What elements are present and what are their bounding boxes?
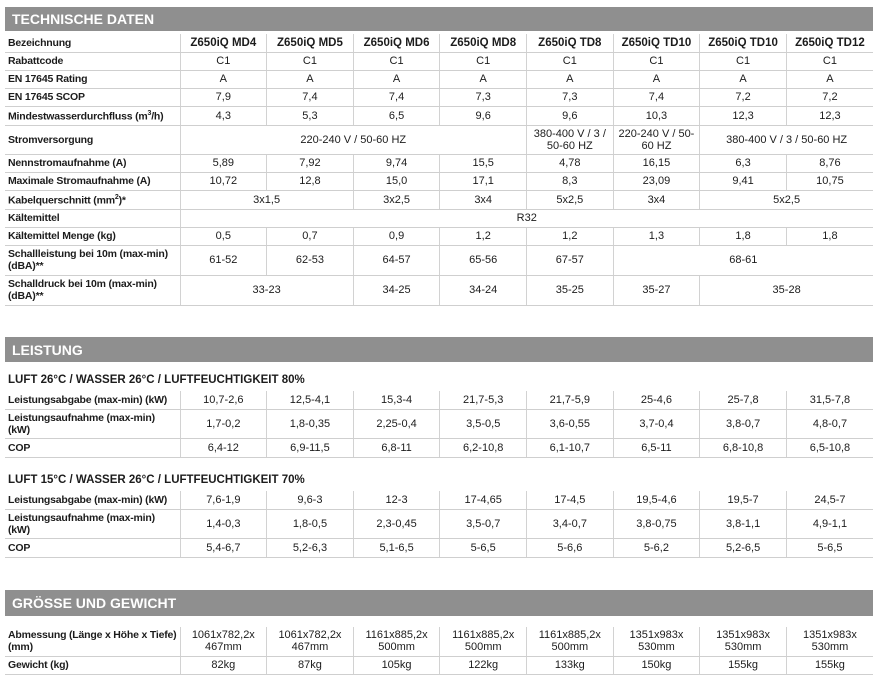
cell: 10,3 — [613, 106, 700, 125]
cell: 1061x782,2x 467mm — [267, 627, 354, 656]
cell: 5x2,5 — [700, 190, 873, 209]
cell: 380-400 V / 3 / 50-60 HZ — [700, 125, 873, 154]
table-row — [5, 509, 873, 538]
cell: 150kg — [613, 656, 700, 674]
cell: 10,72 — [180, 172, 267, 190]
cell: 7,6-1,9 — [180, 491, 267, 509]
row-label: Leistungsabgabe (max-min) (kW) — [5, 491, 180, 509]
table-row — [5, 190, 873, 209]
cell: A — [786, 70, 873, 88]
cell: 1161x885,2x 500mm — [440, 627, 527, 656]
cell: A — [180, 70, 267, 88]
row-label: Schallleistung bei 10m (max-min) (dBA)** — [5, 245, 180, 275]
row-label: Stromversorgung — [5, 125, 180, 154]
cell: 6,1-10,7 — [527, 438, 614, 457]
cell: 1161x885,2x 500mm — [353, 627, 440, 656]
table-row — [5, 627, 873, 656]
cell: 1351x983x 530mm — [786, 627, 873, 656]
cell: 5-6,6 — [527, 538, 614, 557]
row-label: Kabelquerschnitt $(mm^2)*$ — [5, 190, 180, 209]
cell: 6,5-10,8 — [786, 438, 873, 457]
cell: 19,5-7 — [700, 491, 787, 509]
cell: 19,5-4,6 — [613, 491, 700, 509]
table-row — [5, 391, 873, 409]
cell: 380-400 V / 3 / 50-60 HZ — [527, 125, 614, 154]
cell: 7,2 — [700, 88, 787, 106]
cell: 5,2-6,3 — [267, 538, 354, 557]
cell: A — [267, 70, 354, 88]
row-label: Schalldruck bei 10m (max-min) (dBA)** — [5, 275, 180, 305]
section-header-technical: TECHNISCHE DATEN — [5, 7, 873, 31]
cell: 3,7-0,4 — [613, 409, 700, 438]
cell: C1 — [527, 52, 614, 70]
table-row — [5, 125, 873, 154]
cell: 17-4,65 — [440, 491, 527, 509]
cell: 6,3 — [700, 154, 787, 172]
cell: 7,4 — [267, 88, 354, 106]
table-row — [5, 409, 873, 438]
cell: 0,7 — [267, 227, 354, 245]
row-label: Kältemittel Menge (kg) — [5, 227, 180, 245]
table-row — [5, 70, 873, 88]
cell: 5,4-6,7 — [180, 538, 267, 557]
cell: 61-52 — [180, 245, 267, 275]
cell: 68-61 — [613, 245, 873, 275]
technical-data-table — [5, 34, 873, 306]
cell: 1,2 — [440, 227, 527, 245]
cell: 15,3-4 — [353, 391, 440, 409]
cell: 3,8-0,75 — [613, 509, 700, 538]
cell: 0,9 — [353, 227, 440, 245]
table-row — [5, 245, 873, 275]
cell: 25-4,6 — [613, 391, 700, 409]
table-header-row — [5, 34, 873, 52]
row-label: COP — [5, 438, 180, 457]
cell: 0,5 — [180, 227, 267, 245]
header-label: Bezeichnung — [5, 34, 180, 52]
cell: 7,2 — [786, 88, 873, 106]
cell: 3x4 — [613, 190, 700, 209]
model-name: Z650iQ MD8 — [440, 34, 527, 52]
condition-title: LUFT 26°C / WASSER 26°C / LUFTFEUCHTIGKEIT 80% — [8, 374, 305, 386]
cell: 6,8-10,8 — [700, 438, 787, 457]
cell: 5,1-6,5 — [353, 538, 440, 557]
cell: 3,8-0,7 — [700, 409, 787, 438]
cell: 12,8 — [267, 172, 354, 190]
cell: 5x2,5 — [527, 190, 614, 209]
cell: 155kg — [786, 656, 873, 674]
cell: 15,5 — [440, 154, 527, 172]
size-weight-table — [5, 627, 873, 675]
section-header-size: GRÖSSE UND GEWICHT — [5, 590, 873, 616]
cell: 23,09 — [613, 172, 700, 190]
table-row — [5, 52, 873, 70]
cell: A — [527, 70, 614, 88]
cell: 1,4-0,3 — [180, 509, 267, 538]
cell: A — [353, 70, 440, 88]
table-row — [5, 88, 873, 106]
cell: 155kg — [700, 656, 787, 674]
cell: 21,7-5,9 — [527, 391, 614, 409]
model-name: Z650iQ TD10 — [700, 34, 787, 52]
cell: 3,4-0,7 — [527, 509, 614, 538]
row-label: COP — [5, 538, 180, 557]
row-label: EN 17645 Rating — [5, 70, 180, 88]
cell: 82kg — [180, 656, 267, 674]
row-label: Nennstromaufnahme (A) — [5, 154, 180, 172]
condition-title-row — [5, 469, 873, 491]
cell: C1 — [267, 52, 354, 70]
cell: 6,8-11 — [353, 438, 440, 457]
cell: 3,5-0,7 — [440, 509, 527, 538]
table-row — [5, 209, 873, 227]
cell: 4,78 — [527, 154, 614, 172]
cell: 5,89 — [180, 154, 267, 172]
row-label: Gewicht (kg) — [5, 656, 180, 674]
cell: 6,4-12 — [180, 438, 267, 457]
row-label: Maximale Stromaufnahme (A) — [5, 172, 180, 190]
cell: 1,8-0,5 — [267, 509, 354, 538]
model-name: Z650iQ MD6 — [353, 34, 440, 52]
cell: 1,8 — [786, 227, 873, 245]
cell: 8,3 — [527, 172, 614, 190]
condition-title: LUFT 15°C / WASSER 26°C / LUFTFEUCHTIGKEIT 70% — [8, 474, 305, 486]
cell: 21,7-5,3 — [440, 391, 527, 409]
cell: 87kg — [267, 656, 354, 674]
cell: 1161x885,2x 500mm — [527, 627, 614, 656]
cell: 4,9-1,1 — [786, 509, 873, 538]
cell: 4,3 — [180, 106, 267, 125]
cell: A — [440, 70, 527, 88]
table-row — [5, 438, 873, 457]
cell: 3x4 — [440, 190, 527, 209]
cell: 7,9 — [180, 88, 267, 106]
cell: R32 — [180, 209, 873, 227]
cell: 5-6,5 — [440, 538, 527, 557]
cell: C1 — [786, 52, 873, 70]
cell: 35-28 — [700, 275, 873, 305]
cell: 9,6-3 — [267, 491, 354, 509]
model-name: Z650iQ TD10 — [613, 34, 700, 52]
cell: 1,7-0,2 — [180, 409, 267, 438]
cell: 220-240 V / 50-60 HZ — [180, 125, 527, 154]
table-row — [5, 227, 873, 245]
cell: 220-240 V / 50-60 HZ — [613, 125, 700, 154]
cell: C1 — [353, 52, 440, 70]
cell: 34-24 — [440, 275, 527, 305]
cell: 3,6-0,55 — [527, 409, 614, 438]
cell: C1 — [440, 52, 527, 70]
section-header-performance: LEISTUNG — [5, 337, 873, 362]
cell: 65-56 — [440, 245, 527, 275]
cell: 1,2 — [527, 227, 614, 245]
model-name: Z650iQ MD4 — [180, 34, 267, 52]
cell: 7,3 — [527, 88, 614, 106]
table-row — [5, 275, 873, 305]
model-name: Z650iQ MD5 — [267, 34, 354, 52]
table-row — [5, 538, 873, 557]
cell: 1351x983x 530mm — [613, 627, 700, 656]
cell: 5,2-6,5 — [700, 538, 787, 557]
cell: 17-4,5 — [527, 491, 614, 509]
row-label: Leistungsabgabe (max-min) (kW) — [5, 391, 180, 409]
spacer-row — [5, 457, 873, 469]
cell: 15,0 — [353, 172, 440, 190]
cell: 1,8-0,35 — [267, 409, 354, 438]
row-label: Leistungsaufnahme (max-min) (kW) — [5, 509, 180, 538]
cell: 16,15 — [613, 154, 700, 172]
cell: 12,3 — [700, 106, 787, 125]
cell: 34-25 — [353, 275, 440, 305]
cell: 33-23 — [180, 275, 353, 305]
cell: 1,3 — [613, 227, 700, 245]
row-label: Kältemittel — [5, 209, 180, 227]
cell: 9,41 — [700, 172, 787, 190]
cell: 7,92 — [267, 154, 354, 172]
cell: C1 — [700, 52, 787, 70]
cell: C1 — [613, 52, 700, 70]
row-label: Mindestwasserdurchfluss $(m^3/h)$ — [5, 106, 180, 125]
cell: 3,8-1,1 — [700, 509, 787, 538]
cell: 62-53 — [267, 245, 354, 275]
row-label: Abmessung (Länge x Höhe x Tiefe) (mm) — [5, 627, 180, 656]
cell: 9,74 — [353, 154, 440, 172]
cell: 2,3-0,45 — [353, 509, 440, 538]
cell: 12-3 — [353, 491, 440, 509]
table-row — [5, 656, 873, 674]
table-row — [5, 154, 873, 172]
cell: 133kg — [527, 656, 614, 674]
cell: 5-6,2 — [613, 538, 700, 557]
cell: 4,8-0,7 — [786, 409, 873, 438]
cell: 6,5-11 — [613, 438, 700, 457]
model-name: Z650iQ TD12 — [786, 34, 873, 52]
cell: 5-6,5 — [786, 538, 873, 557]
cell: 3,5-0,5 — [440, 409, 527, 438]
condition-title-row — [5, 369, 873, 391]
model-name: Z650iQ TD8 — [527, 34, 614, 52]
cell: 9,6 — [440, 106, 527, 125]
cell: 2,25-0,4 — [353, 409, 440, 438]
cell: 35-25 — [527, 275, 614, 305]
cell: 1351x983x 530mm — [700, 627, 787, 656]
cell: 10,7-2,6 — [180, 391, 267, 409]
cell: 35-27 — [613, 275, 700, 305]
cell: 1,8 — [700, 227, 787, 245]
cell: 31,5-7,8 — [786, 391, 873, 409]
cell: 6,9-11,5 — [267, 438, 354, 457]
cell: 12,3 — [786, 106, 873, 125]
cell: A — [700, 70, 787, 88]
cell: 67-57 — [527, 245, 614, 275]
cell: 8,76 — [786, 154, 873, 172]
row-label: Leistungsaufnahme (max-min) (kW) — [5, 409, 180, 438]
row-label: Rabattcode — [5, 52, 180, 70]
cell: 1061x782,2x 467mm — [180, 627, 267, 656]
cell: 10,75 — [786, 172, 873, 190]
table-row — [5, 106, 873, 125]
cell: 25-7,8 — [700, 391, 787, 409]
cell: 6,5 — [353, 106, 440, 125]
cell: 3x2,5 — [353, 190, 440, 209]
cell: 7,4 — [613, 88, 700, 106]
cell: A — [613, 70, 700, 88]
cell: C1 — [180, 52, 267, 70]
cell: 122kg — [440, 656, 527, 674]
cell: 9,6 — [527, 106, 614, 125]
cell: 7,3 — [440, 88, 527, 106]
cell: 105kg — [353, 656, 440, 674]
cell: 12,5-4,1 — [267, 391, 354, 409]
cell: 7,4 — [353, 88, 440, 106]
performance-table — [5, 369, 873, 558]
table-row — [5, 491, 873, 509]
cell: 5,3 — [267, 106, 354, 125]
table-row — [5, 172, 873, 190]
cell: 24,5-7 — [786, 491, 873, 509]
cell: 3x1,5 — [180, 190, 353, 209]
row-label: EN 17645 SCOP — [5, 88, 180, 106]
cell: 64-57 — [353, 245, 440, 275]
cell: 6,2-10,8 — [440, 438, 527, 457]
cell: 17,1 — [440, 172, 527, 190]
